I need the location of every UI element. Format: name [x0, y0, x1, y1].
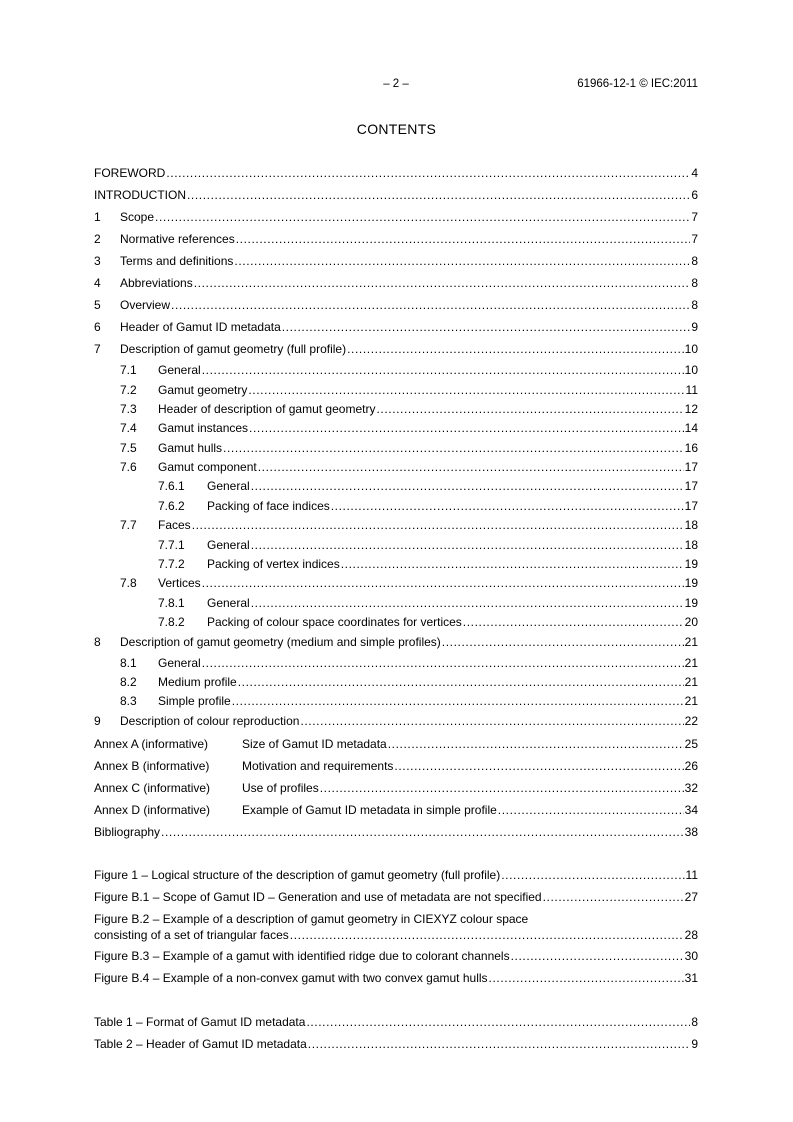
toc-entry-text: General [158, 656, 201, 670]
toc-entry-7-6-2[interactable] [94, 499, 698, 513]
toc-entry-text: General [207, 596, 250, 610]
toc-entry-number: 7.6.1 [158, 479, 185, 493]
table-entry-text: Table 2 – Header of Gamut ID metadata [94, 1037, 307, 1051]
toc-entry-3[interactable] [94, 254, 698, 268]
toc-entry-page: 4 [691, 166, 698, 180]
page-number: – 2 – [383, 78, 409, 90]
figure-entry-b2-line1: Figure B.2 – Example of a description of gamut geometry in CIEXYZ colour space [94, 912, 529, 926]
figure-entry-text: Figure 1 – Logical structure of the description of gamut geometry (full profile) [94, 868, 501, 882]
toc-entry-annex-b[interactable] [94, 759, 698, 773]
toc-entry-page: 17 [684, 460, 698, 474]
table-entry-2[interactable] [94, 1037, 698, 1051]
toc-entry-number: 7.1 [120, 363, 137, 377]
figure-entry-text: Figure B.1 – Scope of Gamut ID – Generation and use of metadata are not specified [94, 890, 542, 904]
toc-entry-text: Gamut hulls [158, 441, 223, 455]
toc-entry-text: Packing of vertex indices [207, 557, 340, 571]
toc-entry-text: Packing of colour space coordinates for vertices [207, 615, 462, 629]
toc-entry-7-5[interactable] [94, 441, 698, 455]
toc-entry-page: 11 [685, 383, 698, 397]
toc-entry-number: 5 [94, 298, 101, 312]
toc-entry-8-3[interactable] [94, 694, 698, 708]
toc-entry-number: 8.2 [120, 675, 137, 689]
toc-entry-page: 8 [691, 254, 698, 268]
toc-entry-text: Use of profiles [242, 781, 319, 795]
toc-entry-page: 32 [684, 781, 698, 795]
toc-entry-annex-a[interactable] [94, 737, 698, 751]
toc-entry-page: 19 [684, 557, 698, 571]
toc-entry-text: Scope [120, 210, 155, 224]
toc-entry-7-1[interactable] [94, 363, 698, 377]
toc-entry-page: 22 [684, 714, 698, 728]
toc-entry-page: 16 [684, 441, 698, 455]
toc-entry-page: 18 [684, 518, 698, 532]
toc-entry-page: 26 [684, 759, 698, 773]
toc-entry-bibliography[interactable] [94, 825, 698, 839]
toc-entry-page: 14 [684, 421, 698, 435]
toc-entry-text: Gamut component [158, 460, 257, 474]
toc-entry-5[interactable] [94, 298, 698, 312]
toc-entry-number: 7.6 [120, 460, 137, 474]
figure-entry-page: 11 [685, 868, 698, 882]
toc-entry-page: 8 [691, 298, 698, 312]
toc-entry-page: 8 [691, 276, 698, 290]
toc-entry-7-8-1[interactable] [94, 596, 698, 610]
figure-entry-text: Figure B.4 – Example of a non-convex gamut with two convex gamut hulls [94, 971, 488, 985]
toc-entry-page: 38 [684, 825, 698, 839]
figure-entry-page: 30 [684, 949, 698, 963]
toc-entry-number: 7.7 [120, 518, 137, 532]
toc-entry-page: 10 [684, 342, 698, 356]
toc-entry-number: 7.6.2 [158, 499, 185, 513]
figure-entry-b3[interactable] [94, 949, 698, 963]
toc-entry-8-1[interactable] [94, 656, 698, 670]
toc-entry-annex-d[interactable] [94, 803, 698, 817]
toc-entry-9[interactable] [94, 714, 698, 728]
figure-entry-text: consisting of a set of triangular faces [94, 928, 289, 942]
toc-entry-page: 25 [684, 737, 698, 751]
toc-entry-number: 7.8.1 [158, 596, 185, 610]
toc-entry-foreword[interactable] [94, 166, 698, 180]
toc-entry-number: 7.8.2 [158, 615, 185, 629]
toc-entry-number: 2 [94, 232, 101, 246]
toc-entry-page: 21 [684, 675, 698, 689]
toc-entry-page: 19 [684, 596, 698, 610]
toc-entry-text: Gamut instances [158, 421, 249, 435]
toc-entry-text: Terms and definitions [120, 254, 234, 268]
toc-entry-text: General [207, 538, 250, 552]
toc-entry-number: 9 [94, 714, 101, 728]
toc-entry-text: Faces [158, 518, 191, 532]
toc-entry-7-4[interactable] [94, 421, 698, 435]
toc-entry-page: 21 [684, 694, 698, 708]
figure-entry-b4[interactable] [94, 971, 698, 985]
toc-entry-7-7-2[interactable] [94, 557, 698, 571]
toc-entry-page: 34 [684, 803, 698, 817]
toc-entry-number: 1 [94, 210, 101, 224]
figure-entry-page: 27 [684, 890, 698, 904]
toc-entry-text: Description of gamut geometry (medium and simple profiles) [120, 635, 441, 649]
toc-entry-text: FOREWORD [94, 166, 166, 180]
toc-entry-text: Bibliography [94, 825, 161, 839]
toc-entry-6[interactable] [94, 320, 698, 334]
toc-entry-page: 7 [691, 210, 698, 224]
toc-entry-page: 10 [684, 363, 698, 377]
toc-entry-text: Packing of face indices [207, 499, 330, 513]
table-entry-page: 9 [691, 1037, 698, 1051]
toc-entry-8[interactable] [94, 635, 698, 649]
toc-entry-text: Overview [120, 298, 171, 312]
toc-entry-text: Vertices [158, 576, 201, 590]
toc-entry-text: Size of Gamut ID metadata [242, 737, 387, 751]
toc-entry-page: 9 [691, 320, 698, 334]
toc-entry-7-6-1[interactable] [94, 479, 698, 493]
toc-entry-page: 18 [684, 538, 698, 552]
toc-entry-number: 7.7.1 [158, 538, 185, 552]
toc-entry-annex-c[interactable] [94, 781, 698, 795]
table-entry-1[interactable] [94, 1015, 698, 1029]
toc-entry-page: 6 [691, 188, 698, 202]
toc-entry-page: 12 [684, 402, 698, 416]
table-entry-page: 8 [691, 1015, 698, 1029]
toc-entry-page: 7 [691, 232, 698, 246]
toc-entry-number: 7 [94, 342, 101, 356]
figure-entry-1[interactable] [94, 868, 698, 882]
toc-entry-7-3[interactable] [94, 402, 698, 416]
toc-entry-number: 7.2 [120, 383, 137, 397]
annex-label: Annex B (informative) [94, 759, 210, 773]
toc-entry-number: 7.4 [120, 421, 137, 435]
toc-entry-7[interactable] [94, 342, 698, 356]
figure-entry-page: 31 [684, 971, 698, 985]
toc-entry-number: 7.3 [120, 402, 137, 416]
figure-entry-page: 28 [684, 928, 698, 942]
toc-entry-7-7-1[interactable] [94, 538, 698, 552]
toc-entry-text: Example of Gamut ID metadata in simple profile [242, 803, 497, 817]
toc-entry-7-2[interactable] [94, 383, 698, 397]
toc-entry-page: 17 [684, 499, 698, 513]
toc-entry-2[interactable] [94, 232, 698, 246]
toc-entry-7-6[interactable] [94, 460, 698, 474]
toc-entry-7-8[interactable] [94, 576, 698, 590]
annex-label: Annex A (informative) [94, 737, 209, 751]
toc-entry-text: Simple profile [158, 694, 231, 708]
toc-entry-number: 4 [94, 276, 101, 290]
toc-entry-page: 21 [684, 656, 698, 670]
toc-entry-page: 19 [684, 576, 698, 590]
table-entry-text: Table 1 – Format of Gamut ID metadata [94, 1015, 306, 1029]
toc-entry-text: Motivation and requirements [242, 759, 394, 773]
toc-entry-page: 21 [684, 635, 698, 649]
figure-entry-text: Figure B.3 – Example of a gamut with identified ridge due to colorant channels [94, 949, 510, 963]
toc-entry-text: Gamut geometry [158, 383, 248, 397]
page-title: CONTENTS [356, 121, 437, 137]
toc-entry-text: Header of description of gamut geometry [158, 402, 376, 416]
toc-entry-text: Abbreviations [120, 276, 193, 290]
toc-entry-number: 8.3 [120, 694, 137, 708]
toc-entry-number: 7.7.2 [158, 557, 185, 571]
toc-entry-number: 7.5 [120, 441, 137, 455]
toc-entry-text: Medium profile [158, 675, 237, 689]
toc-entry-text: General [158, 363, 201, 377]
figure-entry-b1[interactable] [94, 890, 698, 904]
standard-reference: 61966-12-1 © IEC:2011 [577, 78, 698, 90]
annex-label: Annex C (informative) [94, 781, 211, 795]
toc-entry-page: 20 [684, 615, 698, 629]
toc-entry-text: Description of gamut geometry (full profile) [120, 342, 347, 356]
toc-entry-number: 8.1 [120, 656, 137, 670]
toc-entry-8-2[interactable] [94, 675, 698, 689]
toc-entry-text: General [207, 479, 250, 493]
toc-entry-number: 8 [94, 635, 101, 649]
page-header [94, 78, 698, 94]
toc-entry-7-7[interactable] [94, 518, 698, 532]
annex-label: Annex D (informative) [94, 803, 211, 817]
toc-entry-7-8-2[interactable] [94, 615, 698, 629]
toc-entry-text: Description of colour reproduction [120, 714, 300, 728]
toc-entry-text: Normative references [120, 232, 235, 246]
toc-entry-number: 3 [94, 254, 101, 268]
toc-entry-number: 6 [94, 320, 101, 334]
toc-entry-1[interactable] [94, 210, 698, 224]
toc-entry-text: INTRODUCTION [94, 188, 186, 202]
toc-entry-4[interactable] [94, 276, 698, 290]
toc-entry-introduction[interactable] [94, 188, 698, 202]
toc-entry-page: 17 [684, 479, 698, 493]
toc-entry-text: Header of Gamut ID metadata [120, 320, 281, 334]
toc-entry-number: 7.8 [120, 576, 137, 590]
figure-entry-b2[interactable] [94, 928, 698, 942]
